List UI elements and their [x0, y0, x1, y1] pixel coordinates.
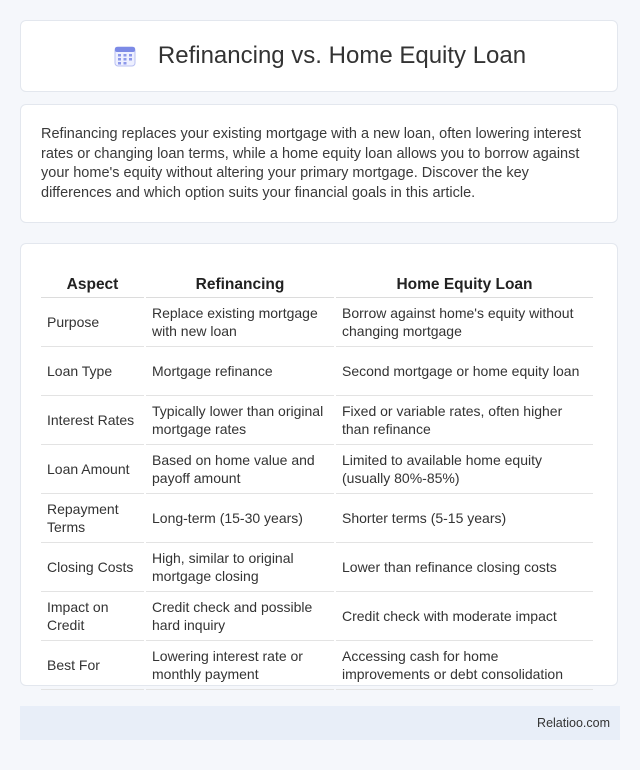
row-refinancing: Credit check and possible hard inquiry: [146, 592, 334, 641]
row-refinancing: High, similar to original mortgage closing: [146, 543, 334, 592]
title-card: [20, 20, 618, 92]
table-row: [41, 298, 593, 347]
column-header-aspect: Aspect: [41, 264, 144, 298]
row-refinancing: Based on home value and payoff amount: [146, 445, 334, 494]
row-home-equity-loan: Credit check with moderate impact: [336, 592, 593, 641]
column-header-refinancing: Refinancing: [146, 264, 334, 298]
comparison-table: [39, 264, 595, 690]
table-row: [41, 641, 593, 690]
footer: [20, 706, 620, 740]
row-aspect: Loan Type: [41, 347, 144, 396]
row-home-equity-loan: Accessing cash for home improvements or debt consolidation: [336, 641, 593, 690]
intro-card: [20, 104, 618, 223]
table-header-row: [41, 264, 593, 298]
row-aspect: Purpose: [41, 298, 144, 347]
table-row: [41, 396, 593, 445]
table-row: [41, 347, 593, 396]
row-home-equity-loan: Lower than refinance closing costs: [336, 543, 593, 592]
row-aspect: Best For: [41, 641, 144, 690]
row-aspect: Impact on Credit: [41, 592, 144, 641]
row-home-equity-loan: Borrow against home's equity without changing mortgage: [336, 298, 593, 347]
table-row: [41, 592, 593, 641]
table-row: [41, 445, 593, 494]
row-aspect: Interest Rates: [41, 396, 144, 445]
comparison-card: [20, 243, 618, 686]
row-home-equity-loan: Second mortgage or home equity loan: [336, 347, 593, 396]
column-header-home-equity-loan: Home Equity Loan: [336, 264, 593, 298]
row-home-equity-loan: Shorter terms (5-15 years): [336, 494, 593, 543]
calendar-icon: [112, 43, 138, 69]
row-refinancing: Lowering interest rate or monthly payment: [146, 641, 334, 690]
row-home-equity-loan: Limited to available home equity (usually 80%-85%): [336, 445, 593, 494]
row-home-equity-loan: Fixed or variable rates, often higher than refinance: [336, 396, 593, 445]
row-refinancing: Replace existing mortgage with new loan: [146, 298, 334, 347]
row-aspect: Loan Amount: [41, 445, 144, 494]
footer-brand: Relatioo.com: [537, 716, 610, 730]
page-title: Refinancing vs. Home Equity Loan: [157, 42, 527, 69]
table-row: [41, 494, 593, 543]
intro-text: Refinancing replaces your existing mortgage with a new loan, often lowering interest rates or changing loan terms, while a home equity loan allows you to borrow against your home's equity without altering your primary mortgage. Discover the key differences and which option suits your financial goals in this article.: [41, 126, 582, 201]
row-aspect: Closing Costs: [41, 543, 144, 592]
row-aspect: Repayment Terms: [41, 494, 144, 543]
row-refinancing: Typically lower than original mortgage rates: [146, 396, 334, 445]
row-refinancing: Mortgage refinance: [146, 347, 334, 396]
row-refinancing: Long-term (15-30 years): [146, 494, 334, 543]
table-row: [41, 543, 593, 592]
